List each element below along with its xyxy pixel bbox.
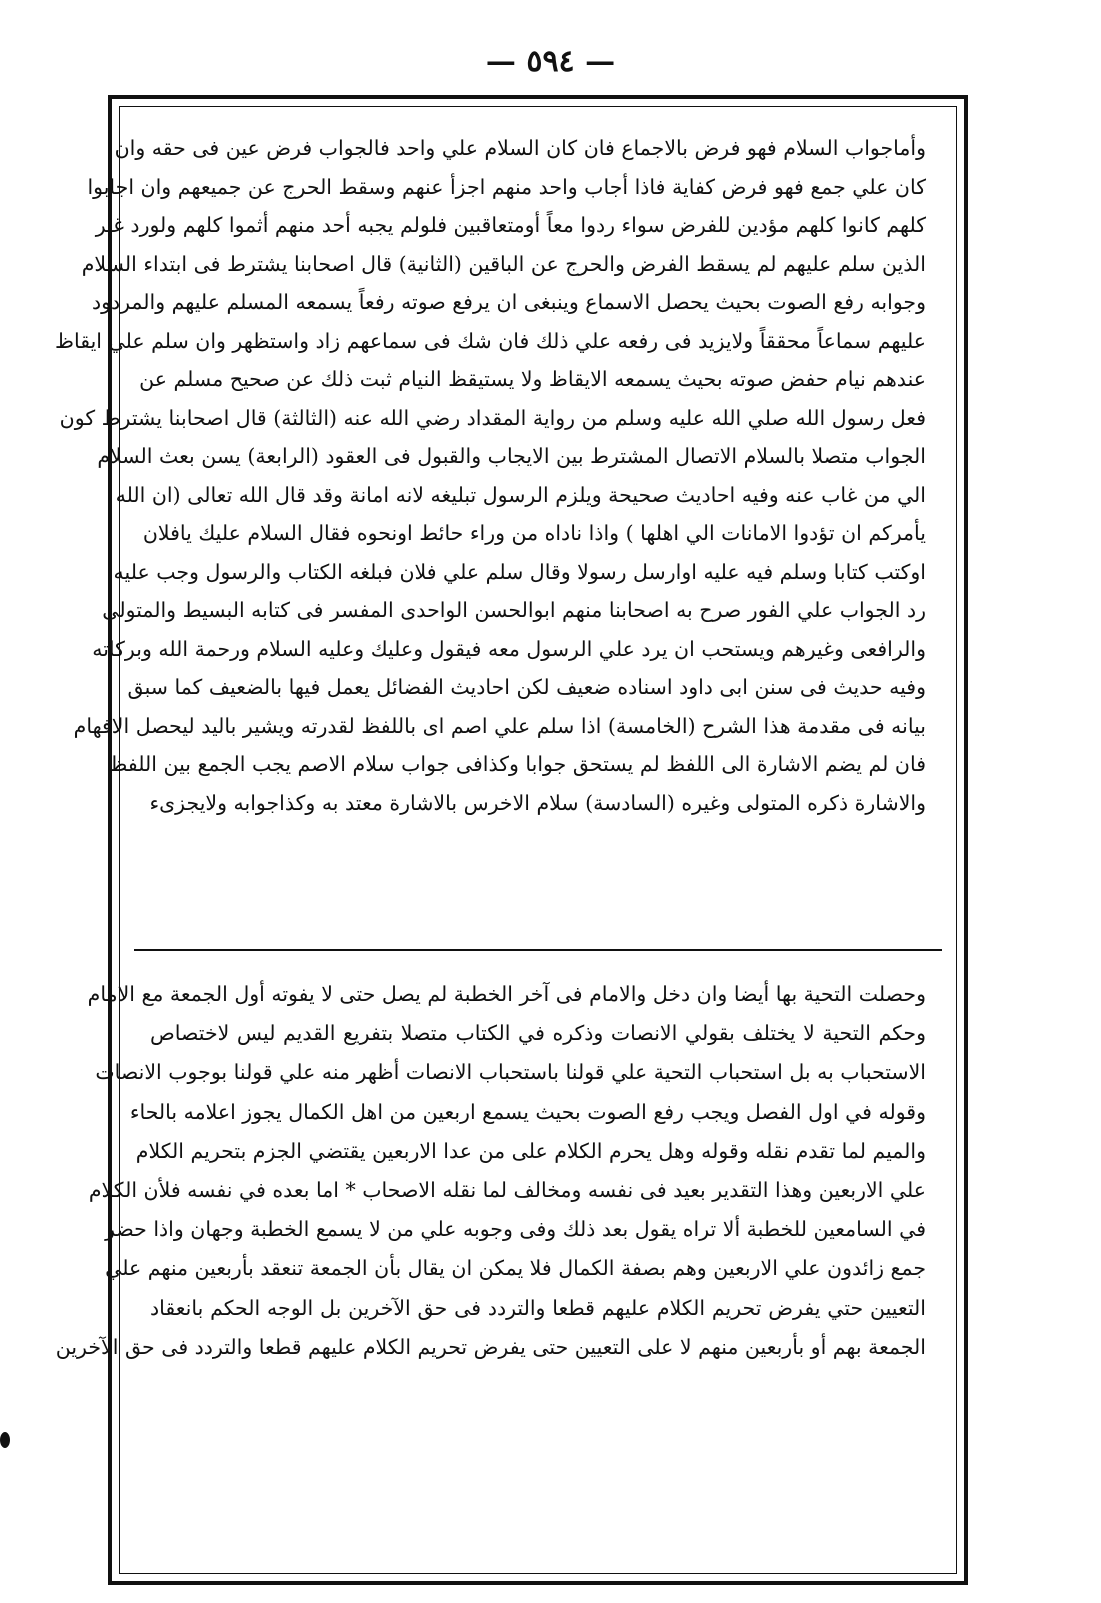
main-text-line: بيانه فى مقدمة هذا الشرح (الخامسة) اذا سلم علي اصم اى باللفظ لقدرته ويشير باليد ليحصل الافهام: [73, 713, 926, 738]
main-text-line: كان علي جمع فهو فرض كفاية فاذا أجاب واحد منهم اجزأ عنهم وسقط الحرج عن جميعهم وان اجابوا: [87, 174, 926, 199]
commentary-text-block: [55, 975, 926, 1367]
scan-mark: [0, 1432, 10, 1448]
main-text-line: الذين سلم عليهم لم يسقط الفرض والحرج عن الباقين (الثانية) قال اصحابنا يشترط فى ابتداء السلام: [81, 251, 926, 276]
main-text-line: الجواب متصلا بالسلام الاتصال المشترط بين الايجاب والقبول فى العقود (الرابعة) يسن بعث السلام: [97, 444, 926, 468]
commentary-text-line: وقوله في اول الفصل ويجب رفع الصوت بحيث يسمع اربعين من اهل الكمال يجوز اعلامه بالحاء: [129, 1099, 926, 1124]
main-text-line: يأمركم ان تؤدوا الامانات الي اهلها ) واذا ناداه من وراء حائط اونحوه فقال السلام عليك يافلان: [142, 521, 926, 545]
main-text-line: الي من غاب عنه وفيه احاديث صحيحة ويلزم الرسول تبليغه لانه امانة وقد قال الله تعالى (ان الله: [115, 482, 926, 507]
commentary-text-line: التعيين حتي يفرض تحريم الكلام عليهم قطعا والتردد فى حق الآخرين بل الوجه الحكم بانعقاد: [150, 1295, 926, 1320]
commentary-text-line: الاستحباب به بل استحباب التحية علي قولنا باستحباب الانصات أظهر منه علي قولنا بوجوب الانصات: [95, 1060, 926, 1085]
commentary-text-line: في السامعين للخطبة ألا تراه يقول بعد ذلك وفى وجوبه علي من لا يسمع الخطبة وجهان واذا حضر: [105, 1217, 926, 1242]
main-text-line: والاشارة ذكره المتولى وغيره (السادسة) سلام الاخرس بالاشارة معتد به وكذاجوابه ولايجزىء: [149, 790, 926, 815]
main-text-line: كلهم كانوا كلهم مؤدين للفرض سواء ردوا معاً أومتعاقبين فلولم يجبه أحد منهم أثموا كلهم ولورد غير: [95, 213, 926, 237]
main-text-line: والرافعى وغيرهم ويستحب ان يرد علي الرسول معه فيقول وعليك وعليه السلام ورحمة الله وبركاته: [92, 636, 926, 661]
main-text-line: وأماجواب السلام فهو فرض بالاجماع فان كان السلام علي واحد فالجواب فرض عين فى حقه وان: [114, 136, 926, 160]
main-text-line: رد الجواب علي الفور صرح به اصحابنا منهم ابوالحسن الواحدى المفسر فى كتابه البسيط والمتولى: [102, 598, 926, 622]
commentary-text-line: وحصلت التحية بها أيضا وان دخل والامام فى آخر الخطبة لم يصل حتى لا يفوته أول الجمعة مع الامام: [87, 982, 926, 1006]
main-text-line: وفيه حديث فى سنن ابى داود اسناده ضعيف لكن احاديث الفضائل يعمل فيها بالضعيف كما سبق: [127, 675, 926, 699]
commentary-text-line: وحكم التحية لا يختلف بقولي الانصات وذكره في الكتاب متصلا بتفريع القديم ليس لاختصاص: [150, 1021, 926, 1046]
main-text-line: عليهم سماعاً محققاً ولايزيد فى رفعه علي ذلك فان شك فى سماعهم زاد واستظهر وان سلم علي ايقاظ: [55, 328, 926, 353]
main-text-line: وجوابه رفع الصوت بحيث يحصل الاسماع وينبغى ان يرفع صوته رفعاً يسمعه المسلم عليهم والمردود: [91, 290, 926, 314]
main-text-block: [55, 129, 926, 822]
commentary-text-line: علي الاربعين وهذا التقدير بعيد فى نفسه ومخالف لما نقله الاصحاب * اما بعده في نفسه فلأن الكلام: [88, 1177, 926, 1202]
section-divider: [134, 949, 942, 951]
main-text-line: اوكتب كتابا وسلم فيه عليه اوارسل رسولا وقال سلم علي فلان فبلغه الكتاب والرسول وجب عليه: [113, 559, 926, 584]
page-border: [55, 95, 968, 1585]
commentary-text-line: والميم لما تقدم نقله وقوله وهل يحرم الكلام على من عدا الاربعين يقتضي الجزم بتحريم الكلام: [135, 1138, 926, 1163]
page-number: — ٥٩٤ —: [485, 44, 616, 79]
commentary-text-line: الجمعة بهم أو بأربعين منهم لا على التعيين حتى يفرض تحريم الكلام عليهم قطعا والتردد فى حق الآخرين: [55, 1334, 926, 1359]
main-text-line: عندهم نيام حفض صوته بحيث يسمعه الايقاظ ولا يستيقظ النيام ثبت ذلك عن صحيح مسلم عن: [139, 367, 926, 391]
main-text-line: فان لم يضم الاشارة الى اللفظ لم يستحق جوابا وكذافى جواب سلام الاصم يجب الجمع بين اللفظ: [108, 752, 926, 776]
main-text-line: فعل رسول الله صلي الله عليه وسلم من رواية المقداد رضي الله عنه (الثالثة) قال اصحابنا يشترط كون: [59, 405, 926, 430]
commentary-text-line: جمع زائدون علي الاربعين وهم بصفة الكمال فلا يمكن ان يقال بأن الجمعة تنعقد بأربعين منهم علي: [105, 1256, 926, 1281]
page-inner-border: [55, 106, 957, 1574]
